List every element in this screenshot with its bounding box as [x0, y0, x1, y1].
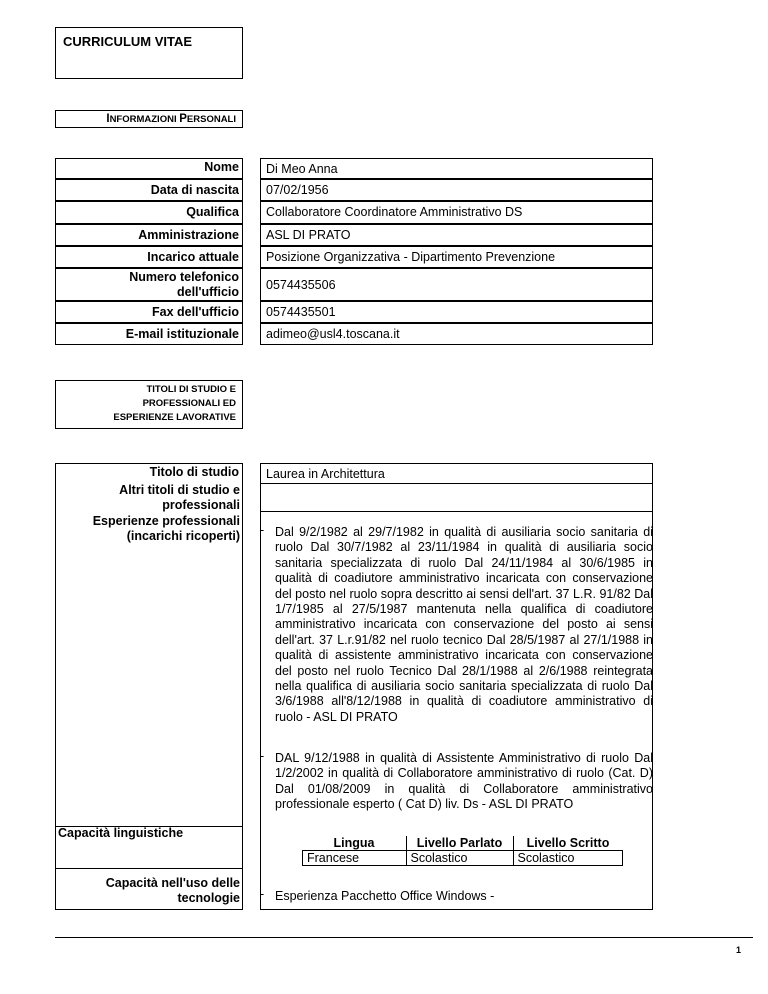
section-heading-titoli: TITOLI DI STUDIO E PROFESSIONALI ED ESPERIENZE LAVORATIVE: [55, 380, 243, 429]
value-amministrazione: ASL DI PRATO: [260, 224, 653, 246]
label-capacita-linguistiche: Capacità linguistiche: [58, 826, 184, 840]
label-altri-titoli: Altri titoli di studio e professionali: [119, 483, 240, 512]
label-data-nascita: Data di nascita: [55, 179, 243, 201]
tech-skills: - Esperienza Pacchetto Office Windows -: [260, 887, 495, 903]
esperienza-1: - Dal 9/2/1982 al 29/7/1982 in qualità di ausiliaria socio sanitaria di ruolo Dal 30/7/1982 al 23/11/1984 in qualità di ausiliaria socio sanitaria specializzata di ruolo Dal 24/11/1984 al 30/6/1985 in qualità di coadiutore amministrativo incaricata con conservazione del posto nel ruolo sopra descritto ai sensi dell'art. 37 L.R. 91/82 Dal 1/7/1985 al 27/5/1987 mantenuta nella qualifica di coadiutore amministrativo incaricata con conservazione del posto ai sensi dell'art. 37 L.r.91/82 nel ruolo tecnico Dal 28/5/1987 al 27/1/1988 in qualità di assistente amministrativo incaricata con conservazione del posto nel ruolo Tecnico Dal 28/1/1988 al 2/6/1988 reintegrata nella qualifica di ausiliaria socio sanitaria specializzata di ruolo Dal 3/6/1988 all'8/12/1988 in qualità di coadiutore amministrativo di ruolo - ASL DI PRATO: [260, 523, 653, 724]
value-data-nascita: 07/02/1956: [260, 179, 653, 201]
label-nome: Nome: [55, 158, 243, 179]
col-lingua: Lingua: [303, 836, 407, 851]
footer-rule: [55, 937, 753, 938]
label-amministrazione: Amministrazione: [55, 224, 243, 246]
col-livello-scritto: Livello Scritto: [513, 836, 623, 851]
labels-column: [55, 483, 243, 910]
value-incarico-attuale: Posizione Organizzativa - Dipartimento Prevenzione: [260, 246, 653, 268]
table-row: [303, 851, 623, 866]
esperienza-2: - DAL 9/12/1988 in qualità di Assistente Amministrativo di ruolo Dal 1/2/2002 in qualità di Collaboratore amministrativo di ruolo (Cat. D) Dal 01/08/2009 in qualità di Collaboratore amministrativo professionale esperto ( Cat D) liv. Ds - ASL DI PRATO: [260, 749, 653, 812]
label-capacita-tecnologie: Capacità nell'uso delle tecnologie: [105, 876, 240, 905]
value-altri-titoli: [260, 484, 653, 512]
value-fax: 0574435501: [260, 301, 653, 323]
bullet-dash: -: [260, 887, 265, 901]
divider: [55, 868, 243, 869]
bullet-dash: -: [260, 523, 265, 537]
section-heading-personal: INFORMAZIONI PERSONALI: [55, 110, 243, 128]
cell-livello-scritto: Scolastico: [513, 851, 623, 866]
label-fax: Fax dell'ufficio: [55, 301, 243, 323]
value-nome: Di Meo Anna: [260, 158, 653, 179]
value-titolo-studio: Laurea in Architettura: [260, 463, 653, 484]
label-titolo-studio: Titolo di studio: [55, 463, 243, 483]
document-title: CURRICULUM VITAE: [55, 27, 243, 79]
bullet-dash: -: [260, 749, 265, 763]
value-email: adimeo@usl4.toscana.it: [260, 323, 653, 345]
label-qualifica: Qualifica: [55, 201, 243, 224]
cell-livello-parlato: Scolastico: [406, 851, 513, 866]
label-numero-telefonico: Numero telefonico dell'ufficio: [55, 268, 243, 301]
languages-table: [302, 836, 623, 866]
cell-lingua: Francese: [303, 851, 407, 866]
value-numero-telefonico: 0574435506: [260, 268, 653, 301]
col-livello-parlato: Livello Parlato: [406, 836, 513, 851]
value-qualifica: Collaboratore Coordinatore Amministrativo DS: [260, 201, 653, 224]
table-header-row: [303, 836, 623, 851]
label-incarico-attuale: Incarico attuale: [55, 246, 243, 268]
label-esperienze: Esperienze professionali (incarichi ricoperti): [92, 514, 240, 543]
label-email: E-mail istituzionale: [55, 323, 243, 345]
page-number: 1: [736, 945, 742, 955]
